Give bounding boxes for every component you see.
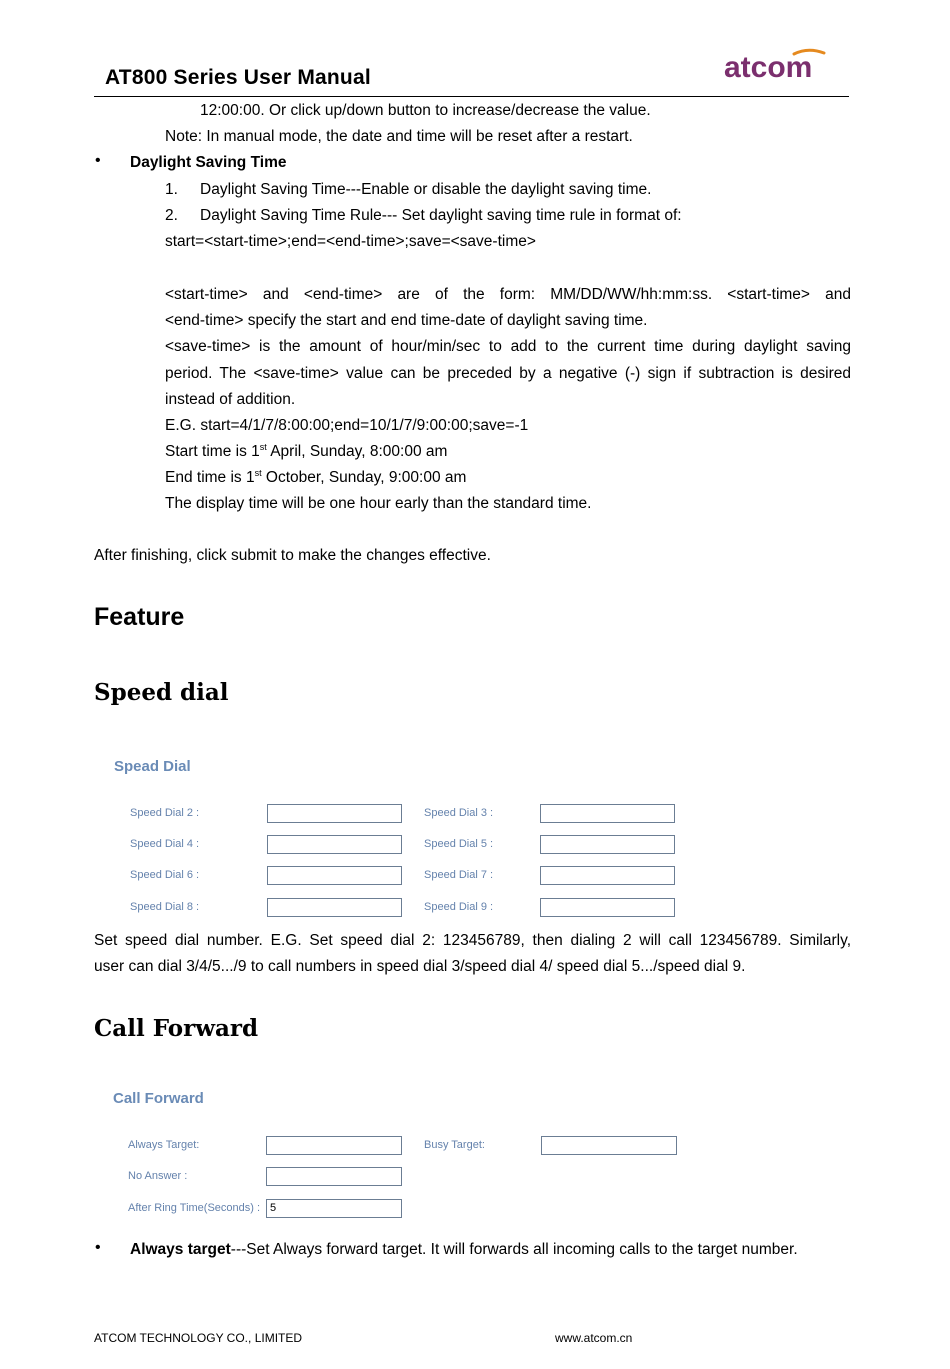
call-forward-panel-title: Call Forward bbox=[113, 1090, 204, 1107]
save-time-paragraph-line1: <save-time> is the amount of hour/min/sec to add to the current time during daylight saving bbox=[165, 338, 851, 355]
always-target-description bbox=[130, 1240, 798, 1260]
save-time-paragraph-line2: period. The <save-time> value can be preceded by a negative (-) sign if subtraction is desired bbox=[165, 365, 851, 382]
footer-company: ATCOM TECHNOLOGY CO., LIMITED bbox=[94, 1331, 303, 1345]
manual-title: AT800 Series User Manual bbox=[105, 66, 371, 89]
after-ring-time-input[interactable]: 5 bbox=[266, 1199, 402, 1218]
bullet-icon: • bbox=[95, 152, 101, 169]
submit-instruction: After finishing, click submit to make the changes effective. bbox=[94, 547, 491, 564]
atcom-logo bbox=[724, 48, 834, 84]
speed-dial-5-input[interactable] bbox=[540, 835, 675, 854]
speed-dial-4-input[interactable] bbox=[267, 835, 402, 854]
start-time-text: Start time is 1 bbox=[165, 443, 260, 460]
bullet-icon: • bbox=[95, 1239, 101, 1256]
dst-item-text: Daylight Saving Time---Enable or disable the daylight saving time. bbox=[200, 181, 652, 198]
speed-dial-heading: Speed dial bbox=[94, 679, 229, 706]
speed-dial-8-input[interactable] bbox=[267, 898, 402, 917]
time-range-text: 12:00:00. Or click up/down button to increase/decrease the value. bbox=[200, 102, 651, 119]
ordinal-suffix: st bbox=[259, 441, 267, 452]
speed-dial-description-line1: Set speed dial number. E.G. Set speed dial 2: 123456789, then dialing 2 will call 123456789. Similarly, bbox=[94, 932, 851, 949]
start-end-paragraph-line2: <end-time> specify the start and end time-date of daylight saving time. bbox=[165, 312, 648, 329]
dst-item-number: 2. bbox=[165, 207, 178, 224]
dst-item-text: Daylight Saving Time Rule--- Set daylight saving time rule in format of: bbox=[200, 207, 682, 224]
speed-dial-3-label: Speed Dial 3 : bbox=[424, 807, 494, 819]
speed-dial-7-input[interactable] bbox=[540, 866, 675, 885]
no-answer-label: No Answer : bbox=[128, 1170, 188, 1182]
speed-dial-6-input[interactable] bbox=[267, 866, 402, 885]
dst-example: E.G. start=4/1/7/8:00:00;end=10/1/7/9:00:00;save=-1 bbox=[165, 417, 529, 434]
manual-mode-note: Note: In manual mode, the date and time will be reset after a restart. bbox=[165, 128, 633, 145]
speed-dial-2-input[interactable] bbox=[267, 804, 402, 823]
speed-dial-7-label: Speed Dial 7 : bbox=[424, 869, 494, 881]
speed-dial-description-line2: user can dial 3/4/5.../9 to call numbers in speed dial 3/speed dial 4/ speed dial 5.../speed dial 9. bbox=[94, 958, 746, 975]
speed-dial-9-label: Speed Dial 9 : bbox=[424, 901, 494, 913]
speed-dial-4-label: Speed Dial 4 : bbox=[130, 838, 200, 850]
start-time-text-rest: April, Sunday, 8:00:00 am bbox=[266, 443, 448, 460]
end-time-text: End time is 1 bbox=[165, 469, 255, 486]
speed-dial-panel-title: Spead Dial bbox=[114, 758, 191, 775]
busy-target-input[interactable] bbox=[541, 1136, 677, 1155]
dst-item-number: 1. bbox=[165, 181, 178, 198]
start-end-paragraph-line1 bbox=[165, 285, 851, 305]
display-time-note: The display time will be one hour early than the standard time. bbox=[165, 495, 592, 512]
footer-website: www.atcom.cn bbox=[555, 1331, 633, 1345]
speed-dial-6-label: Speed Dial 6 : bbox=[130, 869, 200, 881]
after-ring-time-label: After Ring Time(Seconds) : bbox=[128, 1202, 261, 1214]
dst-format-line: start=<start-time>;end=<end-time>;save=<save-time> bbox=[165, 233, 536, 250]
always-target-text: ---Set Always forward target. It will forwards all incoming calls to the target number. bbox=[230, 1241, 798, 1258]
start-end-line1-text: <start-time> and <end-time> are of the form: MM/DD/WW/hh:mm:ss. <start-time> and bbox=[165, 286, 851, 303]
end-time-text-rest: October, Sunday, 9:00:00 am bbox=[261, 469, 467, 486]
start-time-example bbox=[165, 442, 447, 462]
save-time-paragraph-line3: instead of addition. bbox=[165, 391, 296, 408]
speed-dial-5-label: Speed Dial 5 : bbox=[424, 838, 494, 850]
end-time-example bbox=[165, 468, 466, 488]
dst-heading: Daylight Saving Time bbox=[130, 154, 287, 171]
ordinal-suffix: st bbox=[254, 467, 262, 478]
busy-target-label: Busy Target: bbox=[424, 1139, 485, 1151]
svg-text:atcom: atcom bbox=[724, 51, 813, 84]
speed-dial-3-input[interactable] bbox=[540, 804, 675, 823]
speed-dial-8-label: Speed Dial 8 : bbox=[130, 901, 200, 913]
header-divider bbox=[94, 96, 849, 97]
speed-dial-2-label: Speed Dial 2 : bbox=[130, 807, 200, 819]
call-forward-heading: Call Forward bbox=[94, 1015, 259, 1042]
feature-heading: Feature bbox=[94, 603, 185, 631]
no-answer-input[interactable] bbox=[266, 1167, 402, 1186]
always-target-term: Always target bbox=[130, 1241, 231, 1258]
speed-dial-9-input[interactable] bbox=[540, 898, 675, 917]
always-target-input[interactable] bbox=[266, 1136, 402, 1155]
always-target-label: Always Target: bbox=[128, 1139, 200, 1151]
